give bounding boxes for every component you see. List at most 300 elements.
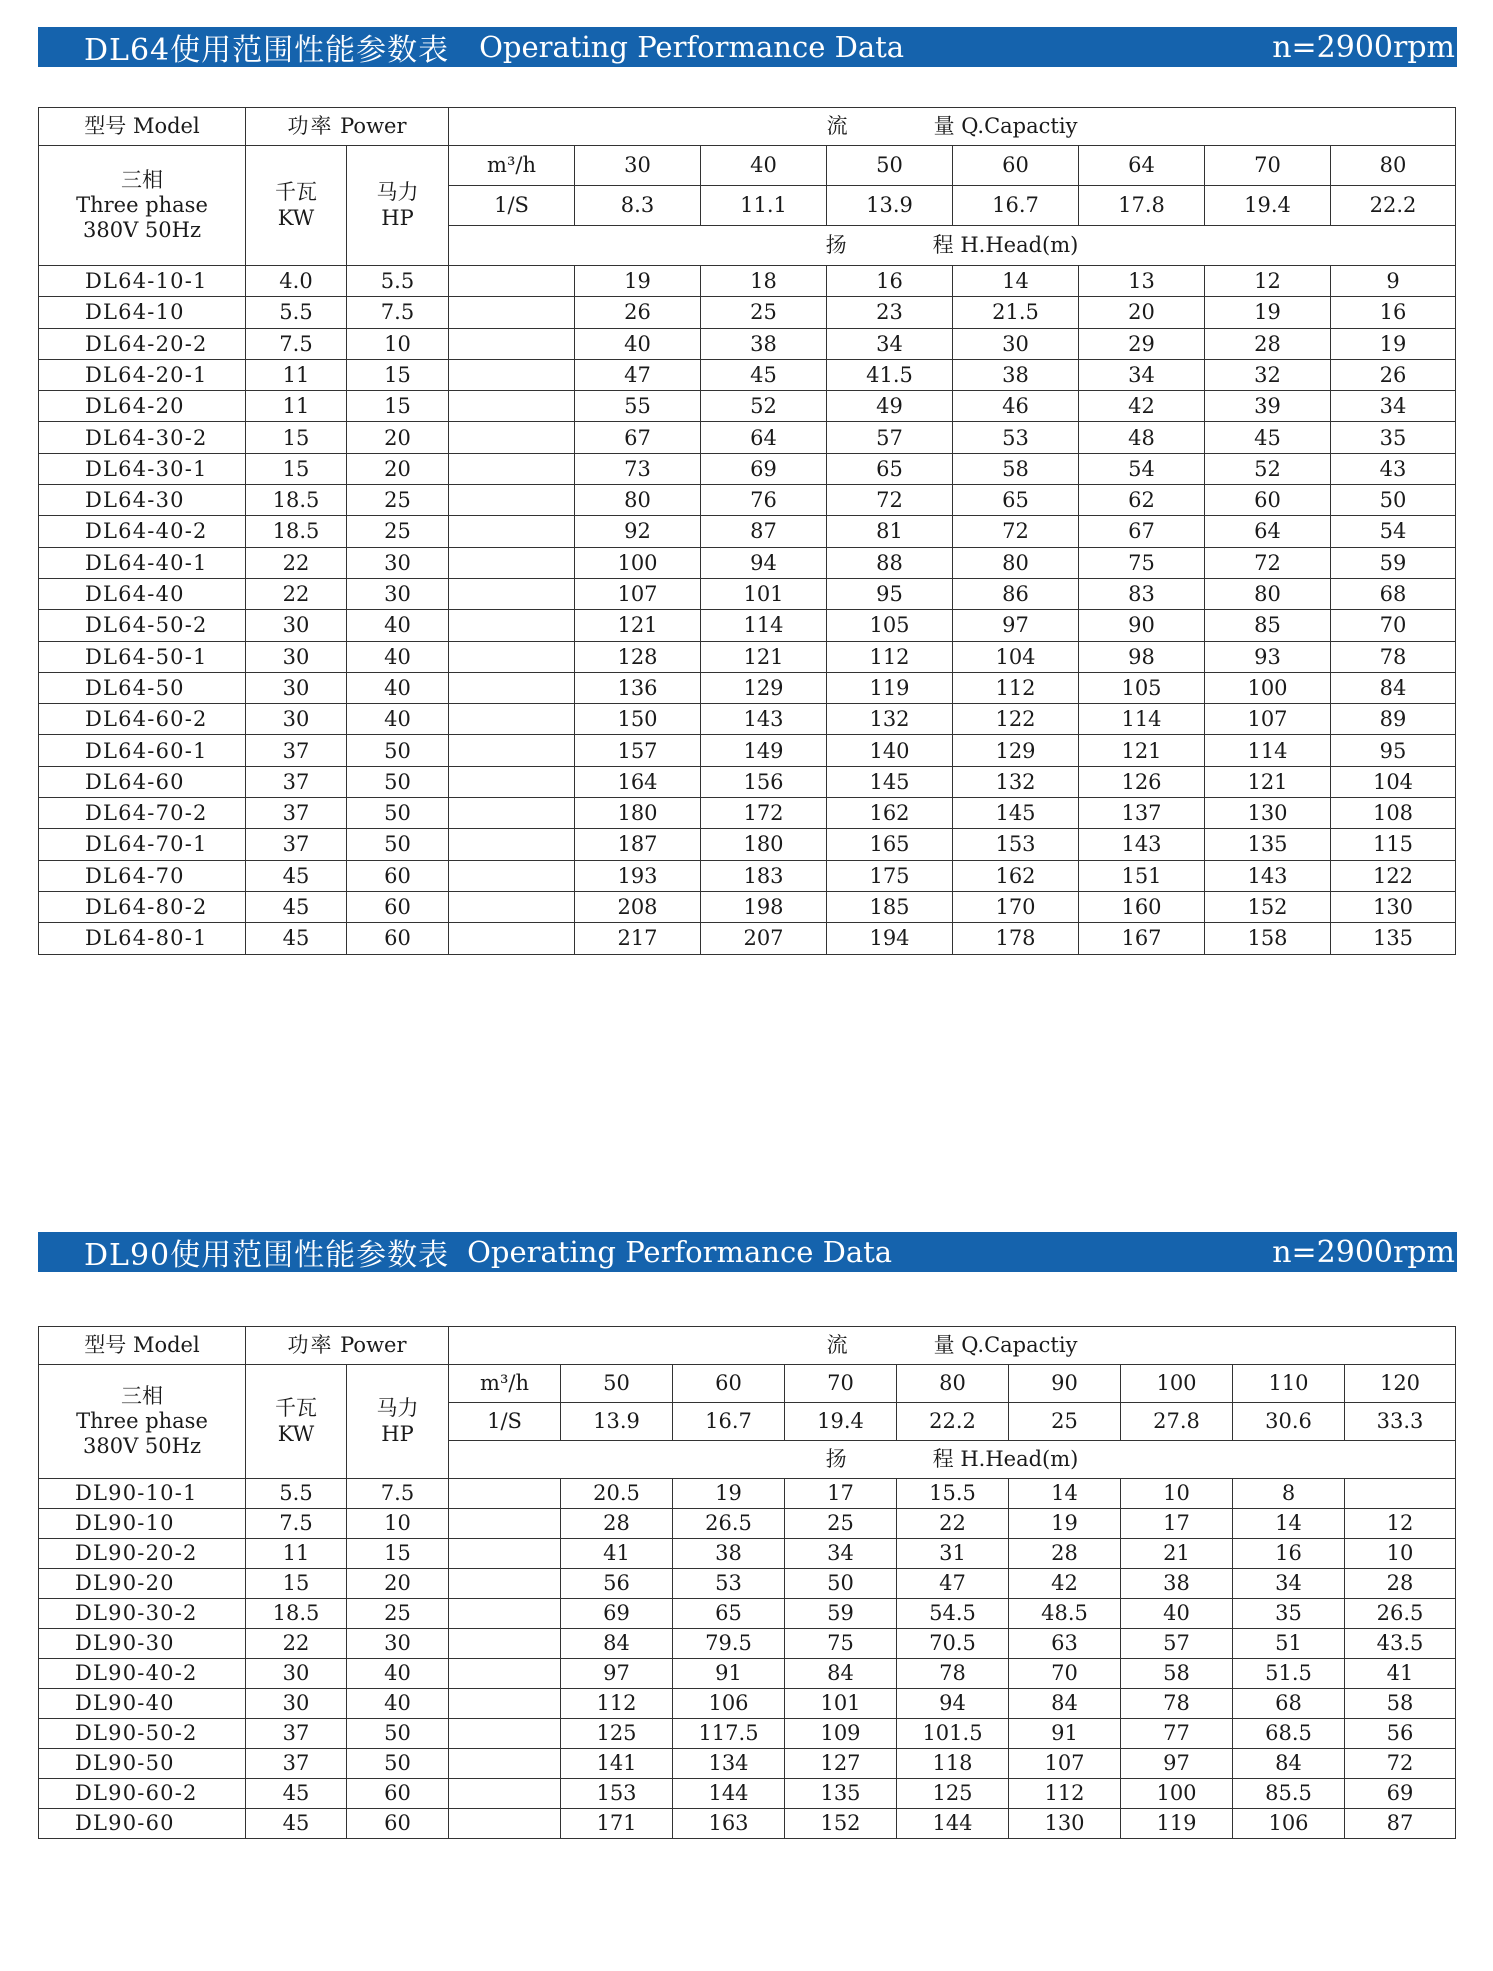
model-cell: DL64-50-2 <box>39 610 246 641</box>
head-cell: 130 <box>1009 1809 1121 1839</box>
head-cell: 78 <box>1331 641 1456 672</box>
unit-m3h: m³/h <box>449 1365 561 1403</box>
head-cell: 38 <box>953 359 1079 390</box>
head-cell: 152 <box>1205 891 1331 922</box>
head-cell: 26.5 <box>1345 1599 1456 1629</box>
model-cell: DL64-60 <box>39 766 246 797</box>
head-cell: 40 <box>1121 1599 1233 1629</box>
head-cell: 78 <box>1121 1689 1233 1719</box>
hp-cell: 60 <box>347 923 449 954</box>
head-cell: 185 <box>827 891 953 922</box>
head-cell: 26 <box>1331 359 1456 390</box>
head-cell: 151 <box>1079 860 1205 891</box>
hp-cell: 50 <box>347 1719 449 1749</box>
head-cell: 40 <box>575 328 701 359</box>
head-cell: 106 <box>673 1689 785 1719</box>
kw-cell: 37 <box>246 1749 347 1779</box>
head-cell: 34 <box>1233 1569 1345 1599</box>
unit-spacer-cell <box>449 1629 561 1659</box>
kw-cell: 18.5 <box>246 516 347 547</box>
head-cell: 100 <box>575 547 701 578</box>
hp-cell: 15 <box>347 1539 449 1569</box>
unit-spacer-cell <box>449 610 575 641</box>
hp-cell: 20 <box>347 422 449 453</box>
table-row <box>39 610 1456 641</box>
table-row <box>39 1569 1456 1599</box>
head-cell: 171 <box>561 1809 673 1839</box>
head-cell: 107 <box>1009 1749 1121 1779</box>
head-cell: 19 <box>575 266 701 297</box>
head-cell: 194 <box>827 923 953 954</box>
head-cell: 80 <box>575 485 701 516</box>
table2-title-banner <box>38 1232 1457 1272</box>
kw-cell: 30 <box>246 641 347 672</box>
unit-spacer-cell <box>449 1779 561 1809</box>
head-cell: 97 <box>953 610 1079 641</box>
head-cell: 69 <box>1345 1779 1456 1809</box>
head-cell: 72 <box>953 516 1079 547</box>
head-cell: 26.5 <box>673 1509 785 1539</box>
head-cell: 84 <box>561 1629 673 1659</box>
head-cell: 81 <box>827 516 953 547</box>
head-cell: 101.5 <box>897 1719 1009 1749</box>
table1-title-en: Operating Performance Data <box>479 30 905 64</box>
table-row <box>39 641 1456 672</box>
phase-header: 三相 Three phase 380V 50Hz <box>39 146 246 266</box>
unit-spacer-cell <box>449 1689 561 1719</box>
head-cell: 67 <box>575 422 701 453</box>
head-cell: 25 <box>701 297 827 328</box>
unit-spacer-cell <box>449 547 575 578</box>
flow-m3h: 50 <box>561 1365 673 1403</box>
model-cell: DL64-30 <box>39 485 246 516</box>
kw-cell: 45 <box>246 1779 347 1809</box>
hp-cell: 50 <box>347 1749 449 1779</box>
head-cell: 14 <box>1233 1509 1345 1539</box>
head-header: 扬 程 H.Head(m) <box>449 226 1456 266</box>
flow-m3h: 110 <box>1233 1365 1345 1403</box>
flow-m3h: 70 <box>1205 146 1331 186</box>
head-cell: 41.5 <box>827 359 953 390</box>
kw-cell: 7.5 <box>246 328 347 359</box>
head-cell: 17 <box>1121 1509 1233 1539</box>
head-cell: 59 <box>785 1599 897 1629</box>
head-cell: 38 <box>673 1539 785 1569</box>
head-cell: 20.5 <box>561 1479 673 1509</box>
table-row <box>39 1479 1456 1509</box>
kw-cell: 11 <box>246 359 347 390</box>
head-cell: 58 <box>1345 1689 1456 1719</box>
kw-cell: 5.5 <box>246 1479 347 1509</box>
head-cell: 104 <box>1331 766 1456 797</box>
kw-cell: 30 <box>246 610 347 641</box>
head-cell: 143 <box>1079 829 1205 860</box>
head-cell: 19 <box>1331 328 1456 359</box>
head-cell: 59 <box>1331 547 1456 578</box>
head-cell: 97 <box>561 1659 673 1689</box>
kw-header: 千瓦 KW <box>246 146 347 266</box>
kw-cell: 45 <box>246 891 347 922</box>
model-cell: DL64-50-1 <box>39 641 246 672</box>
head-cell: 85.5 <box>1233 1779 1345 1809</box>
head-cell: 92 <box>575 516 701 547</box>
head-cell: 167 <box>1079 923 1205 954</box>
head-cell: 19 <box>673 1479 785 1509</box>
head-cell: 162 <box>953 860 1079 891</box>
unit-spacer-cell <box>449 704 575 735</box>
head-cell: 25 <box>785 1509 897 1539</box>
hp-cell: 7.5 <box>347 297 449 328</box>
head-cell: 57 <box>827 422 953 453</box>
head-cell: 144 <box>673 1779 785 1809</box>
head-cell: 153 <box>953 829 1079 860</box>
head-cell: 21 <box>1121 1539 1233 1569</box>
table-row <box>39 1659 1456 1689</box>
hp-cell: 20 <box>347 1569 449 1599</box>
kw-cell: 22 <box>246 1629 347 1659</box>
hp-cell: 60 <box>347 891 449 922</box>
kw-cell: 5.5 <box>246 297 347 328</box>
head-cell: 80 <box>953 547 1079 578</box>
model-cell: DL90-20 <box>39 1569 246 1599</box>
flow-m3h: 100 <box>1121 1365 1233 1403</box>
head-cell: 56 <box>1345 1719 1456 1749</box>
head-cell: 149 <box>701 735 827 766</box>
head-cell: 48.5 <box>1009 1599 1121 1629</box>
model-cell: DL64-20-1 <box>39 359 246 390</box>
flow-ls: 19.4 <box>1205 186 1331 226</box>
model-cell: DL90-50-2 <box>39 1719 246 1749</box>
head-cell: 35 <box>1331 422 1456 453</box>
head-cell: 45 <box>701 359 827 390</box>
head-cell: 30 <box>953 328 1079 359</box>
head-cell: 126 <box>1079 766 1205 797</box>
model-cell: DL64-40 <box>39 578 246 609</box>
unit-spacer-cell <box>449 578 575 609</box>
head-cell: 135 <box>1331 923 1456 954</box>
table2-performance-table <box>38 1326 1456 1839</box>
head-cell: 23 <box>827 297 953 328</box>
head-cell: 70 <box>1331 610 1456 641</box>
model-cell: DL90-30 <box>39 1629 246 1659</box>
flow-header: 流 量 Q.Capactiy <box>449 1327 1456 1365</box>
unit-spacer-cell <box>449 359 575 390</box>
table2-rows <box>39 1479 1456 1839</box>
head-cell: 53 <box>673 1569 785 1599</box>
head-cell: 51.5 <box>1233 1659 1345 1689</box>
head-cell: 122 <box>953 704 1079 735</box>
unit-spacer-cell <box>449 485 575 516</box>
head-cell: 109 <box>785 1719 897 1749</box>
model-cell: DL90-60 <box>39 1809 246 1839</box>
head-cell: 117.5 <box>673 1719 785 1749</box>
table1-title-cn: DL64使用范围性能参数表 <box>84 33 450 68</box>
phase-header: 三相 Three phase 380V 50Hz <box>39 1365 246 1479</box>
model-cell: DL90-40 <box>39 1689 246 1719</box>
flow-ls: 22.2 <box>897 1403 1009 1441</box>
head-cell: 12 <box>1205 266 1331 297</box>
hp-cell: 40 <box>347 641 449 672</box>
head-header: 扬 程 H.Head(m) <box>449 1441 1456 1479</box>
unit-spacer-cell <box>449 1509 561 1539</box>
head-cell: 46 <box>953 391 1079 422</box>
model-cell: DL90-50 <box>39 1749 246 1779</box>
model-header: 型号 Model <box>39 1327 246 1365</box>
head-cell: 64 <box>701 422 827 453</box>
unit-spacer-cell <box>449 1479 561 1509</box>
head-cell: 101 <box>701 578 827 609</box>
head-cell: 156 <box>701 766 827 797</box>
unit-spacer-cell <box>449 641 575 672</box>
table-row <box>39 798 1456 829</box>
head-cell: 19 <box>1205 297 1331 328</box>
head-cell: 114 <box>701 610 827 641</box>
head-cell: 43.5 <box>1345 1629 1456 1659</box>
head-cell: 208 <box>575 891 701 922</box>
head-cell: 48 <box>1079 422 1205 453</box>
head-cell: 72 <box>1345 1749 1456 1779</box>
kw-cell: 37 <box>246 829 347 860</box>
head-cell: 45 <box>1205 422 1331 453</box>
head-cell: 58 <box>953 453 1079 484</box>
hp-cell: 15 <box>347 391 449 422</box>
head-cell: 121 <box>701 641 827 672</box>
hp-cell: 10 <box>347 328 449 359</box>
unit-spacer-cell <box>449 516 575 547</box>
head-cell: 54.5 <box>897 1599 1009 1629</box>
head-cell: 41 <box>1345 1659 1456 1689</box>
kw-cell: 30 <box>246 1659 347 1689</box>
flow-m3h: 60 <box>953 146 1079 186</box>
head-cell: 32 <box>1205 359 1331 390</box>
head-cell: 14 <box>1009 1479 1121 1509</box>
model-cell: DL64-20-2 <box>39 328 246 359</box>
hp-cell: 50 <box>347 735 449 766</box>
head-cell: 130 <box>1205 798 1331 829</box>
hp-header: 马力 HP <box>347 1365 449 1479</box>
table-row <box>39 1779 1456 1809</box>
head-cell: 217 <box>575 923 701 954</box>
unit-m3h: m³/h <box>449 146 575 186</box>
head-cell: 127 <box>785 1749 897 1779</box>
head-cell: 78 <box>897 1659 1009 1689</box>
unit-spacer-cell <box>449 829 575 860</box>
head-cell: 108 <box>1331 798 1456 829</box>
model-cell: DL64-60-2 <box>39 704 246 735</box>
head-cell: 94 <box>701 547 827 578</box>
head-cell: 104 <box>953 641 1079 672</box>
head-cell: 160 <box>1079 891 1205 922</box>
hp-cell: 5.5 <box>347 266 449 297</box>
table1-performance-table <box>38 107 1456 955</box>
head-cell: 62 <box>1079 485 1205 516</box>
head-cell: 13 <box>1079 266 1205 297</box>
head-cell: 79.5 <box>673 1629 785 1659</box>
head-cell: 52 <box>701 391 827 422</box>
model-cell: DL64-30-2 <box>39 422 246 453</box>
head-cell: 28 <box>1205 328 1331 359</box>
head-cell: 60 <box>1205 485 1331 516</box>
head-cell: 42 <box>1009 1569 1121 1599</box>
head-cell: 34 <box>1331 391 1456 422</box>
head-cell: 140 <box>827 735 953 766</box>
head-cell: 41 <box>561 1539 673 1569</box>
model-cell: DL64-30-1 <box>39 453 246 484</box>
head-cell: 95 <box>1331 735 1456 766</box>
head-cell: 180 <box>575 798 701 829</box>
table-row <box>39 766 1456 797</box>
head-cell: 121 <box>1079 735 1205 766</box>
model-cell: DL64-10-1 <box>39 266 246 297</box>
kw-cell: 37 <box>246 1719 347 1749</box>
table2-title-cn: DL90使用范围性能参数表 <box>84 1238 450 1273</box>
head-cell: 50 <box>785 1569 897 1599</box>
hp-header: 马力 HP <box>347 146 449 266</box>
head-cell: 15.5 <box>897 1479 1009 1509</box>
head-cell: 157 <box>575 735 701 766</box>
head-cell: 128 <box>575 641 701 672</box>
model-cell: DL90-30-2 <box>39 1599 246 1629</box>
head-cell: 77 <box>1121 1719 1233 1749</box>
head-cell: 87 <box>1345 1809 1456 1839</box>
table-row <box>39 1599 1456 1629</box>
head-cell: 70 <box>1009 1659 1121 1689</box>
hp-cell: 40 <box>347 704 449 735</box>
flow-ls: 17.8 <box>1079 186 1205 226</box>
unit-spacer-cell <box>449 1599 561 1629</box>
head-cell: 165 <box>827 829 953 860</box>
table1-rows <box>39 266 1456 955</box>
head-cell: 172 <box>701 798 827 829</box>
head-cell: 16 <box>1331 297 1456 328</box>
table-row <box>39 735 1456 766</box>
head-cell: 175 <box>827 860 953 891</box>
hp-cell: 60 <box>347 860 449 891</box>
head-cell: 132 <box>953 766 1079 797</box>
unit-spacer-cell <box>449 453 575 484</box>
head-cell: 28 <box>1009 1539 1121 1569</box>
head-cell: 119 <box>827 672 953 703</box>
flow-m3h: 64 <box>1079 146 1205 186</box>
head-cell: 114 <box>1079 704 1205 735</box>
flow-ls: 25 <box>1009 1403 1121 1441</box>
unit-spacer-cell <box>449 1809 561 1839</box>
head-cell: 129 <box>701 672 827 703</box>
kw-cell: 45 <box>246 1809 347 1839</box>
head-cell: 47 <box>575 359 701 390</box>
head-cell: 164 <box>575 766 701 797</box>
flow-m3h: 80 <box>897 1365 1009 1403</box>
hp-cell: 25 <box>347 485 449 516</box>
flow-ls: 13.9 <box>561 1403 673 1441</box>
unit-ls: 1/S <box>449 1403 561 1441</box>
flow-m3h: 40 <box>701 146 827 186</box>
head-cell: 58 <box>1121 1659 1233 1689</box>
head-cell: 144 <box>897 1809 1009 1839</box>
hp-cell: 60 <box>347 1779 449 1809</box>
head-cell: 135 <box>1205 829 1331 860</box>
head-cell: 122 <box>1331 860 1456 891</box>
hp-cell: 40 <box>347 610 449 641</box>
flow-ls: 19.4 <box>785 1403 897 1441</box>
hp-cell: 25 <box>347 1599 449 1629</box>
head-cell: 75 <box>785 1629 897 1659</box>
head-cell: 57 <box>1121 1629 1233 1659</box>
unit-ls: 1/S <box>449 186 575 226</box>
unit-spacer-cell <box>449 1719 561 1749</box>
table-row <box>39 891 1456 922</box>
flow-m3h: 50 <box>827 146 953 186</box>
model-cell: DL90-10-1 <box>39 1479 246 1509</box>
table-row <box>39 516 1456 547</box>
head-cell: 56 <box>561 1569 673 1599</box>
table-row <box>39 297 1456 328</box>
table-row <box>39 1629 1456 1659</box>
head-cell: 98 <box>1079 641 1205 672</box>
model-cell: DL90-20-2 <box>39 1539 246 1569</box>
head-cell: 89 <box>1331 704 1456 735</box>
head-cell: 112 <box>561 1689 673 1719</box>
head-cell: 153 <box>561 1779 673 1809</box>
head-cell: 94 <box>897 1689 1009 1719</box>
unit-spacer-cell <box>449 891 575 922</box>
flow-m3h: 90 <box>1009 1365 1121 1403</box>
table-row <box>39 1539 1456 1569</box>
head-cell: 125 <box>897 1779 1009 1809</box>
unit-spacer-cell <box>449 1539 561 1569</box>
table-row <box>39 704 1456 735</box>
head-cell: 52 <box>1205 453 1331 484</box>
head-cell: 83 <box>1079 578 1205 609</box>
head-cell: 34 <box>785 1539 897 1569</box>
head-cell: 72 <box>1205 547 1331 578</box>
kw-cell: 37 <box>246 735 347 766</box>
head-cell: 53 <box>953 422 1079 453</box>
head-cell: 90 <box>1079 610 1205 641</box>
flow-m3h: 120 <box>1345 1365 1456 1403</box>
kw-cell: 22 <box>246 547 347 578</box>
hp-cell: 50 <box>347 766 449 797</box>
head-cell: 64 <box>1205 516 1331 547</box>
flow-ls: 30.6 <box>1233 1403 1345 1441</box>
head-cell: 183 <box>701 860 827 891</box>
kw-cell: 18.5 <box>246 485 347 516</box>
head-cell: 68 <box>1233 1689 1345 1719</box>
kw-cell: 30 <box>246 672 347 703</box>
table1-speed: n=2900rpm <box>1272 29 1455 65</box>
head-cell: 141 <box>561 1749 673 1779</box>
head-cell: 34 <box>827 328 953 359</box>
model-cell: DL64-70 <box>39 860 246 891</box>
flow-ls: 16.7 <box>953 186 1079 226</box>
table-row <box>39 1689 1456 1719</box>
unit-spacer-cell <box>449 860 575 891</box>
head-cell: 114 <box>1205 735 1331 766</box>
head-cell: 68.5 <box>1233 1719 1345 1749</box>
hp-cell: 50 <box>347 829 449 860</box>
hp-cell: 50 <box>347 798 449 829</box>
head-cell: 121 <box>1205 766 1331 797</box>
head-cell: 54 <box>1079 453 1205 484</box>
table-row <box>39 672 1456 703</box>
head-cell: 29 <box>1079 328 1205 359</box>
unit-spacer-cell <box>449 798 575 829</box>
kw-cell: 30 <box>246 1689 347 1719</box>
flow-m3h: 30 <box>575 146 701 186</box>
head-cell: 137 <box>1079 798 1205 829</box>
table-row <box>39 328 1456 359</box>
hp-cell: 40 <box>347 1689 449 1719</box>
